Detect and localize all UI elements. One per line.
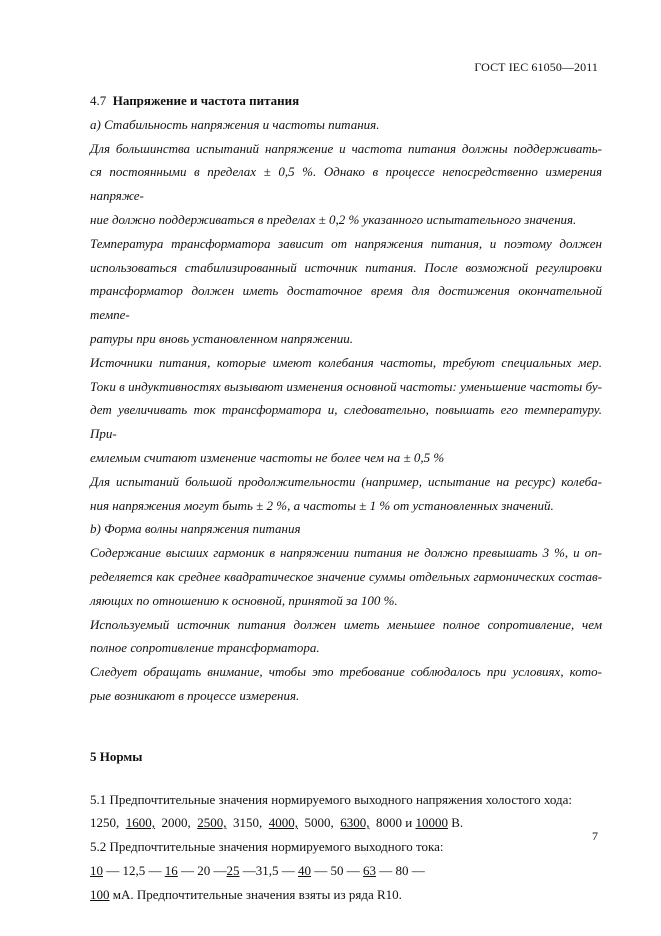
- p2-line-4: ратуры при вновь установленном напряжении.: [90, 330, 353, 346]
- voltage-value: 4000,: [268, 815, 298, 831]
- clause-5-2: [90, 835, 602, 859]
- p3-line-2: Токи в индуктивностях вызывают изменения основной частоты: уменьшение частоты бу-: [90, 378, 602, 394]
- norms-block: [90, 788, 602, 907]
- paragraph-6: [90, 613, 602, 661]
- conjunction: и: [405, 815, 413, 831]
- current-separator: — 50 —: [314, 862, 360, 878]
- current-separator: — 20 —: [181, 862, 227, 878]
- p1-line-1: Для большинства испытаний напряжение и частота питания должны поддерживать-: [90, 140, 602, 156]
- p3-line-4: емлемым считают изменение частоты не более чем на ± 0,5 %: [90, 449, 445, 465]
- current-value: 16: [164, 862, 178, 878]
- current-value: 63: [363, 862, 376, 878]
- voltage-values: [90, 811, 602, 835]
- p6-line-2: полное сопротивление трансформатора.: [90, 640, 320, 656]
- p5-line-3: ляющих по отношению к основной, принятой за 100 %.: [90, 592, 398, 608]
- p7-line-1: Следует обращать внимание, чтобы это требование соблюдалось при условиях, кото-: [90, 664, 602, 680]
- p6-line-1: Используемый источник питания должен иметь меньшее полное сопротивление, чем: [90, 616, 602, 632]
- clause-5-1: [90, 788, 602, 812]
- p5-line-2: ределяется как среднее квадратическое значение суммы отдельных гармонических состав-: [90, 568, 602, 584]
- current-values-line-1: [90, 859, 602, 883]
- p4-line-2: ния напряжения могут быть ± 2 %, а частоты ± 1 % от установленных значений.: [90, 497, 554, 513]
- section-number: 4.7: [90, 93, 107, 108]
- clause-5-2-text: 5.2 Предпочтительные значения нормируемого выходного тока:: [90, 839, 444, 855]
- current-value: 25: [226, 862, 240, 878]
- voltage-value: 5000,: [304, 815, 334, 831]
- current-value: 100: [90, 886, 110, 902]
- paragraph-3: [90, 351, 602, 470]
- paragraph-1: [90, 137, 602, 232]
- p2-line-1: Температура трансформатора зависит от напряжения питания, и поэтому должен: [90, 235, 602, 251]
- current-separator: —31,5 —: [242, 862, 295, 878]
- current-unit-and-note: мА. Предпочтительные значения взяты из ряда R10.: [109, 886, 402, 902]
- voltage-value: 1600,: [125, 815, 155, 831]
- clause-5-1-text: 5.1 Предпочтительные значения нормируемого выходного напряжения холостого хода:: [90, 791, 572, 807]
- voltage-value: 10000: [415, 815, 448, 831]
- p3-line-3: дет увеличивать ток трансформатора и, следовательно, повышать его температуру. При-: [90, 402, 602, 442]
- paragraph-4: [90, 470, 602, 518]
- voltage-value: 1250,: [90, 815, 120, 831]
- subsection-b: [90, 517, 602, 541]
- paragraph-7: [90, 660, 602, 708]
- subsection-a-text: a) Стабильность напряжения и частоты питания.: [90, 116, 380, 132]
- voltage-value: 2500,: [197, 815, 227, 831]
- voltage-value: 3150,: [233, 815, 263, 831]
- current-values-line-2: [90, 883, 602, 907]
- current-value: 10: [90, 862, 103, 878]
- p2-line-2: использоваться стабилизированный источник питания. После возможной регулировки: [90, 259, 602, 275]
- voltage-value: 2000,: [161, 815, 191, 831]
- voltage-unit: В.: [451, 815, 464, 831]
- subsection-a: [90, 113, 602, 137]
- subsection-b-text: b) Форма волны напряжения питания: [90, 521, 301, 537]
- current-separator: — 80 —: [379, 862, 425, 878]
- p1-line-2: ся постоянными в пределах ± 0,5 %. Однако в процессе непосредственно измерения напряже-: [90, 164, 602, 204]
- p4-line-1: Для испытаний большой продолжительности (например, испытание на ресурс) колеба-: [90, 473, 602, 489]
- standard-header: ГОСТ IEC 61050—2011: [474, 60, 598, 74]
- p3-line-1: Источники питания, которые имеют колебания частоты, требуют специальных мер.: [90, 354, 602, 370]
- paragraph-5: [90, 541, 602, 612]
- section-title: Напряжение и частота питания: [112, 93, 300, 108]
- current-value: 40: [298, 862, 311, 878]
- paragraph-2: [90, 232, 602, 351]
- p2-line-3: трансформатор должен иметь достаточное время для достижения окончательной темпе-: [90, 283, 602, 323]
- voltage-value: 8000: [376, 815, 402, 831]
- current-separator: — 12,5 —: [106, 862, 162, 878]
- page-content: [90, 89, 602, 907]
- p5-line-1: Содержание высших гармоник в напряжении питания не должно превышать 3 %, и оп-: [90, 545, 602, 561]
- voltage-value: 6300,: [340, 815, 370, 831]
- section-4-7-heading: [90, 89, 602, 113]
- p1-line-3: ние должно поддерживаться в пределах ± 0,2 % указанного испытательного значения.: [90, 211, 577, 227]
- p7-line-2: рые возникают в процессе измерения.: [90, 687, 300, 703]
- section-5-heading: 5 Нормы: [90, 748, 143, 764]
- page-number: 7: [592, 829, 598, 843]
